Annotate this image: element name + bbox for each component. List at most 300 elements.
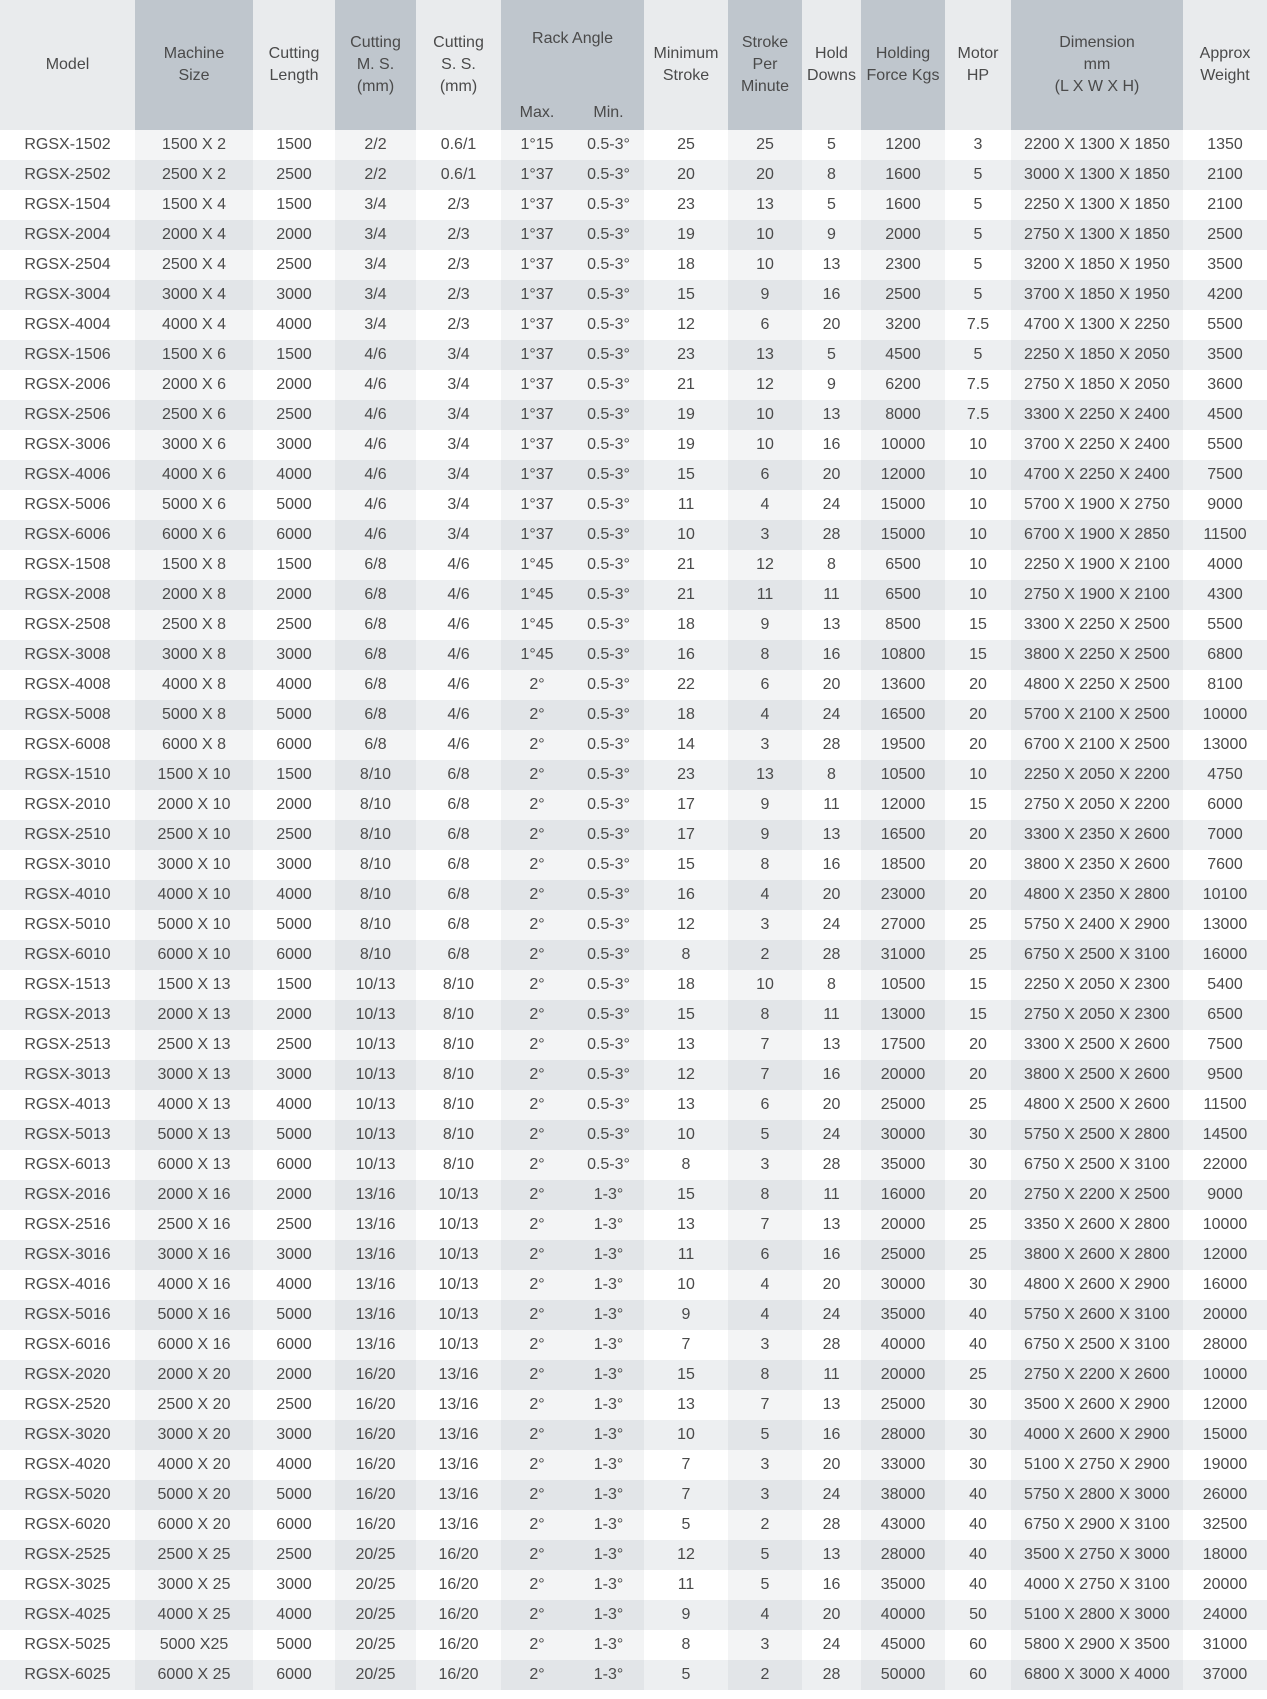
- cell-minimum-stroke: 16: [644, 640, 728, 670]
- cell-motor-hp: 15: [945, 970, 1011, 1000]
- cell-cutting-ss: 2/3: [416, 310, 501, 340]
- cell-motor-hp: 15: [945, 610, 1011, 640]
- cell-holding-force: 20000: [861, 1060, 945, 1090]
- cell-hold-downs: 13: [802, 1030, 861, 1060]
- table-row: [0, 610, 1267, 640]
- cell-cutting-ss: 4/6: [416, 580, 501, 610]
- cell-rack-max: 1°37: [501, 460, 573, 490]
- cell-stroke-per-minute: 3: [728, 520, 802, 550]
- cell-motor-hp: 5: [945, 220, 1011, 250]
- cell-machine-size: 5000 X25: [135, 1630, 253, 1660]
- cell-cutting-ms: 8/10: [335, 760, 416, 790]
- cell-machine-size: 1500 X 8: [135, 550, 253, 580]
- cell-rack-max: 2°: [501, 1150, 573, 1180]
- cell-cutting-length: 2500: [253, 250, 335, 280]
- table-row: [0, 1210, 1267, 1240]
- cell-machine-size: 4000 X 25: [135, 1600, 253, 1630]
- cell-minimum-stroke: 22: [644, 670, 728, 700]
- cell-minimum-stroke: 15: [644, 1180, 728, 1210]
- cell-rack-min: 1-3°: [573, 1450, 644, 1480]
- cell-cutting-length: 3000: [253, 1240, 335, 1270]
- cell-minimum-stroke: 12: [644, 1060, 728, 1090]
- table-row: [0, 970, 1267, 1000]
- cell-rack-min: 1-3°: [573, 1630, 644, 1660]
- cell-rack-min: 0.5-3°: [573, 520, 644, 550]
- cell-dimension: 5750 X 2400 X 2900: [1011, 910, 1183, 940]
- cell-rack-max: 2°: [501, 1030, 573, 1060]
- table-row: [0, 550, 1267, 580]
- cell-approx-weight: 2500: [1183, 220, 1267, 250]
- cell-hold-downs: 9: [802, 370, 861, 400]
- cell-cutting-ms: 4/6: [335, 400, 416, 430]
- cell-dimension: 4800 X 2350 X 2800: [1011, 880, 1183, 910]
- cell-holding-force: 25000: [861, 1390, 945, 1420]
- cell-approx-weight: 10100: [1183, 880, 1267, 910]
- cell-rack-min: 0.5-3°: [573, 490, 644, 520]
- table-row: [0, 1090, 1267, 1120]
- cell-machine-size: 6000 X 25: [135, 1660, 253, 1690]
- cell-approx-weight: 16000: [1183, 1270, 1267, 1300]
- cell-stroke-per-minute: 2: [728, 1510, 802, 1540]
- table-row: [0, 1300, 1267, 1330]
- cell-rack-max: 2°: [501, 1540, 573, 1570]
- cell-rack-max: 2°: [501, 1480, 573, 1510]
- cell-cutting-ss: 10/13: [416, 1270, 501, 1300]
- cell-hold-downs: 20: [802, 880, 861, 910]
- cell-model: RGSX-5006: [0, 490, 135, 520]
- cell-cutting-ms: 8/10: [335, 940, 416, 970]
- cell-rack-max: 1°37: [501, 280, 573, 310]
- cell-minimum-stroke: 9: [644, 1600, 728, 1630]
- cell-approx-weight: 3500: [1183, 250, 1267, 280]
- cell-hold-downs: 28: [802, 1660, 861, 1690]
- cell-minimum-stroke: 11: [644, 1240, 728, 1270]
- cell-holding-force: 3200: [861, 310, 945, 340]
- cell-motor-hp: 40: [945, 1570, 1011, 1600]
- cell-cutting-length: 5000: [253, 700, 335, 730]
- cell-hold-downs: 13: [802, 1210, 861, 1240]
- cell-machine-size: 3000 X 8: [135, 640, 253, 670]
- cell-minimum-stroke: 13: [644, 1090, 728, 1120]
- cell-stroke-per-minute: 7: [728, 1030, 802, 1060]
- cell-machine-size: 5000 X 6: [135, 490, 253, 520]
- table-row: [0, 1480, 1267, 1510]
- cell-stroke-per-minute: 7: [728, 1390, 802, 1420]
- cell-holding-force: 40000: [861, 1330, 945, 1360]
- cell-cutting-ss: 2/3: [416, 250, 501, 280]
- cell-stroke-per-minute: 4: [728, 490, 802, 520]
- cell-holding-force: 12000: [861, 460, 945, 490]
- cell-dimension: 6750 X 2500 X 3100: [1011, 1330, 1183, 1360]
- cell-rack-max: 2°: [501, 1210, 573, 1240]
- cell-cutting-length: 3000: [253, 640, 335, 670]
- cell-minimum-stroke: 7: [644, 1480, 728, 1510]
- cell-hold-downs: 24: [802, 1630, 861, 1660]
- cell-hold-downs: 16: [802, 430, 861, 460]
- cell-stroke-per-minute: 8: [728, 1000, 802, 1030]
- cell-cutting-ms: 3/4: [335, 190, 416, 220]
- cell-rack-min: 0.5-3°: [573, 940, 644, 970]
- cell-machine-size: 4000 X 13: [135, 1090, 253, 1120]
- cell-dimension: 6700 X 1900 X 2850: [1011, 520, 1183, 550]
- cell-dimension: 6750 X 2500 X 3100: [1011, 1150, 1183, 1180]
- cell-cutting-ss: 16/20: [416, 1660, 501, 1690]
- cell-approx-weight: 7000: [1183, 820, 1267, 850]
- cell-rack-min: 0.5-3°: [573, 160, 644, 190]
- cell-cutting-ss: 13/16: [416, 1390, 501, 1420]
- cell-rack-min: 0.5-3°: [573, 550, 644, 580]
- cell-machine-size: 2500 X 10: [135, 820, 253, 850]
- cell-hold-downs: 28: [802, 1150, 861, 1180]
- cell-machine-size: 1500 X 10: [135, 760, 253, 790]
- cell-holding-force: 23000: [861, 880, 945, 910]
- cell-cutting-length: 4000: [253, 670, 335, 700]
- cell-rack-max: 1°37: [501, 220, 573, 250]
- table-row: [0, 310, 1267, 340]
- cell-motor-hp: 30: [945, 1120, 1011, 1150]
- cell-minimum-stroke: 10: [644, 1120, 728, 1150]
- cell-rack-max: 2°: [501, 1390, 573, 1420]
- header-machine-size: Machine Size: [135, 0, 253, 130]
- cell-machine-size: 2500 X 8: [135, 610, 253, 640]
- cell-stroke-per-minute: 9: [728, 610, 802, 640]
- cell-cutting-ss: 8/10: [416, 1120, 501, 1150]
- cell-model: RGSX-4004: [0, 310, 135, 340]
- cell-stroke-per-minute: 20: [728, 160, 802, 190]
- cell-holding-force: 38000: [861, 1480, 945, 1510]
- cell-cutting-ms: 3/4: [335, 280, 416, 310]
- cell-model: RGSX-2020: [0, 1360, 135, 1390]
- cell-rack-max: 2°: [501, 730, 573, 760]
- cell-cutting-ss: 3/4: [416, 490, 501, 520]
- cell-motor-hp: 50: [945, 1600, 1011, 1630]
- table-row: [0, 130, 1267, 160]
- cell-hold-downs: 13: [802, 610, 861, 640]
- cell-cutting-length: 1500: [253, 340, 335, 370]
- cell-model: RGSX-1508: [0, 550, 135, 580]
- cell-machine-size: 5000 X 10: [135, 910, 253, 940]
- cell-dimension: 2750 X 2200 X 2600: [1011, 1360, 1183, 1390]
- cell-dimension: 6800 X 3000 X 4000: [1011, 1660, 1183, 1690]
- cell-hold-downs: 8: [802, 550, 861, 580]
- cell-approx-weight: 5500: [1183, 430, 1267, 460]
- cell-holding-force: 35000: [861, 1150, 945, 1180]
- cell-minimum-stroke: 15: [644, 1000, 728, 1030]
- cell-cutting-ms: 3/4: [335, 220, 416, 250]
- cell-cutting-length: 3000: [253, 280, 335, 310]
- cell-motor-hp: 20: [945, 670, 1011, 700]
- cell-model: RGSX-2006: [0, 370, 135, 400]
- cell-model: RGSX-6006: [0, 520, 135, 550]
- cell-stroke-per-minute: 12: [728, 550, 802, 580]
- cell-cutting-ss: 0.6/1: [416, 160, 501, 190]
- cell-stroke-per-minute: 8: [728, 640, 802, 670]
- cell-rack-min: 0.5-3°: [573, 910, 644, 940]
- cell-machine-size: 4000 X 10: [135, 880, 253, 910]
- cell-motor-hp: 40: [945, 1300, 1011, 1330]
- cell-cutting-length: 4000: [253, 310, 335, 340]
- cell-cutting-length: 6000: [253, 1510, 335, 1540]
- cell-model: RGSX-6010: [0, 940, 135, 970]
- table-row: [0, 1570, 1267, 1600]
- cell-holding-force: 2300: [861, 250, 945, 280]
- cell-approx-weight: 8100: [1183, 670, 1267, 700]
- cell-rack-min: 1-3°: [573, 1600, 644, 1630]
- cell-cutting-length: 3000: [253, 1420, 335, 1450]
- cell-motor-hp: 10: [945, 580, 1011, 610]
- cell-machine-size: 5000 X 16: [135, 1300, 253, 1330]
- cell-motor-hp: 25: [945, 1360, 1011, 1390]
- cell-model: RGSX-2004: [0, 220, 135, 250]
- cell-minimum-stroke: 20: [644, 160, 728, 190]
- cell-dimension: 2250 X 1300 X 1850: [1011, 190, 1183, 220]
- cell-minimum-stroke: 14: [644, 730, 728, 760]
- cell-stroke-per-minute: 3: [728, 1630, 802, 1660]
- cell-dimension: 3700 X 1850 X 1950: [1011, 280, 1183, 310]
- cell-cutting-ss: 3/4: [416, 400, 501, 430]
- cell-holding-force: 35000: [861, 1570, 945, 1600]
- table-row: [0, 880, 1267, 910]
- cell-machine-size: 6000 X 16: [135, 1330, 253, 1360]
- cell-cutting-ss: 10/13: [416, 1300, 501, 1330]
- cell-cutting-ss: 4/6: [416, 550, 501, 580]
- cell-cutting-ms: 4/6: [335, 490, 416, 520]
- cell-cutting-length: 2500: [253, 160, 335, 190]
- cell-cutting-length: 6000: [253, 730, 335, 760]
- table-row: [0, 1600, 1267, 1630]
- cell-motor-hp: 40: [945, 1330, 1011, 1360]
- cell-rack-max: 1°37: [501, 400, 573, 430]
- cell-machine-size: 2000 X 16: [135, 1180, 253, 1210]
- cell-cutting-ss: 2/3: [416, 190, 501, 220]
- cell-motor-hp: 25: [945, 1210, 1011, 1240]
- cell-approx-weight: 2100: [1183, 160, 1267, 190]
- cell-minimum-stroke: 12: [644, 1540, 728, 1570]
- cell-motor-hp: 10: [945, 760, 1011, 790]
- cell-stroke-per-minute: 25: [728, 130, 802, 160]
- cell-stroke-per-minute: 11: [728, 580, 802, 610]
- table-row: [0, 670, 1267, 700]
- cell-rack-min: 0.5-3°: [573, 310, 644, 340]
- cell-dimension: 5750 X 2600 X 3100: [1011, 1300, 1183, 1330]
- cell-rack-max: 2°: [501, 1240, 573, 1270]
- cell-cutting-length: 5000: [253, 910, 335, 940]
- cell-stroke-per-minute: 4: [728, 1270, 802, 1300]
- cell-cutting-ms: 10/13: [335, 1120, 416, 1150]
- cell-model: RGSX-3008: [0, 640, 135, 670]
- cell-minimum-stroke: 18: [644, 970, 728, 1000]
- table-row: [0, 1540, 1267, 1570]
- cell-rack-max: 1°37: [501, 310, 573, 340]
- table-row: [0, 1390, 1267, 1420]
- cell-motor-hp: 30: [945, 1420, 1011, 1450]
- cell-dimension: 3300 X 2250 X 2500: [1011, 610, 1183, 640]
- cell-cutting-ms: 3/4: [335, 310, 416, 340]
- cell-rack-min: 0.5-3°: [573, 1150, 644, 1180]
- table-row: [0, 1510, 1267, 1540]
- cell-stroke-per-minute: 6: [728, 1240, 802, 1270]
- cell-holding-force: 31000: [861, 940, 945, 970]
- cell-machine-size: 3000 X 25: [135, 1570, 253, 1600]
- table-row: [0, 1000, 1267, 1030]
- cell-motor-hp: 15: [945, 640, 1011, 670]
- cell-cutting-ss: 4/6: [416, 700, 501, 730]
- cell-cutting-ms: 13/16: [335, 1270, 416, 1300]
- cell-machine-size: 2000 X 8: [135, 580, 253, 610]
- cell-dimension: 5700 X 1900 X 2750: [1011, 490, 1183, 520]
- cell-rack-min: 1-3°: [573, 1420, 644, 1450]
- cell-stroke-per-minute: 2: [728, 1660, 802, 1690]
- cell-approx-weight: 6500: [1183, 1000, 1267, 1030]
- cell-dimension: 6700 X 2100 X 2500: [1011, 730, 1183, 760]
- cell-machine-size: 4000 X 4: [135, 310, 253, 340]
- cell-dimension: 5100 X 2750 X 2900: [1011, 1450, 1183, 1480]
- cell-model: RGSX-2508: [0, 610, 135, 640]
- cell-machine-size: 2000 X 6: [135, 370, 253, 400]
- cell-hold-downs: 13: [802, 1540, 861, 1570]
- cell-hold-downs: 16: [802, 280, 861, 310]
- cell-motor-hp: 20: [945, 1060, 1011, 1090]
- cell-approx-weight: 1350: [1183, 130, 1267, 160]
- cell-holding-force: 30000: [861, 1120, 945, 1150]
- table-row: [0, 190, 1267, 220]
- cell-machine-size: 3000 X 13: [135, 1060, 253, 1090]
- cell-cutting-ms: 20/25: [335, 1630, 416, 1660]
- cell-machine-size: 2500 X 13: [135, 1030, 253, 1060]
- cell-minimum-stroke: 15: [644, 460, 728, 490]
- cell-cutting-length: 6000: [253, 1660, 335, 1690]
- cell-cutting-length: 5000: [253, 1300, 335, 1330]
- cell-holding-force: 10500: [861, 760, 945, 790]
- cell-cutting-ms: 8/10: [335, 880, 416, 910]
- cell-approx-weight: 2100: [1183, 190, 1267, 220]
- cell-dimension: 5100 X 2800 X 3000: [1011, 1600, 1183, 1630]
- cell-machine-size: 2500 X 25: [135, 1540, 253, 1570]
- cell-machine-size: 2500 X 2: [135, 160, 253, 190]
- cell-cutting-length: 2500: [253, 1210, 335, 1240]
- cell-motor-hp: 5: [945, 280, 1011, 310]
- cell-minimum-stroke: 10: [644, 520, 728, 550]
- cell-machine-size: 4000 X 8: [135, 670, 253, 700]
- cell-stroke-per-minute: 5: [728, 1570, 802, 1600]
- cell-approx-weight: 24000: [1183, 1600, 1267, 1630]
- cell-holding-force: 45000: [861, 1630, 945, 1660]
- cell-stroke-per-minute: 10: [728, 400, 802, 430]
- cell-model: RGSX-5013: [0, 1120, 135, 1150]
- cell-cutting-ss: 0.6/1: [416, 130, 501, 160]
- cell-model: RGSX-2016: [0, 1180, 135, 1210]
- cell-dimension: 3000 X 1300 X 1850: [1011, 160, 1183, 190]
- cell-machine-size: 6000 X 6: [135, 520, 253, 550]
- cell-cutting-ms: 10/13: [335, 1030, 416, 1060]
- cell-cutting-ms: 8/10: [335, 790, 416, 820]
- cell-rack-min: 0.5-3°: [573, 1120, 644, 1150]
- cell-cutting-length: 2500: [253, 1030, 335, 1060]
- cell-minimum-stroke: 17: [644, 820, 728, 850]
- cell-rack-max: 2°: [501, 1600, 573, 1630]
- cell-minimum-stroke: 11: [644, 490, 728, 520]
- cell-minimum-stroke: 15: [644, 1360, 728, 1390]
- cell-rack-max: 2°: [501, 850, 573, 880]
- cell-model: RGSX-6025: [0, 1660, 135, 1690]
- cell-hold-downs: 16: [802, 640, 861, 670]
- cell-rack-min: 0.5-3°: [573, 790, 644, 820]
- cell-hold-downs: 20: [802, 1600, 861, 1630]
- cell-holding-force: 28000: [861, 1540, 945, 1570]
- table-body: [0, 130, 1267, 1690]
- cell-approx-weight: 4000: [1183, 550, 1267, 580]
- cell-holding-force: 25000: [861, 1090, 945, 1120]
- cell-stroke-per-minute: 2: [728, 940, 802, 970]
- cell-stroke-per-minute: 13: [728, 760, 802, 790]
- cell-machine-size: 6000 X 10: [135, 940, 253, 970]
- cell-rack-max: 1°37: [501, 190, 573, 220]
- cell-hold-downs: 13: [802, 820, 861, 850]
- cell-cutting-length: 2000: [253, 370, 335, 400]
- cell-rack-min: 1-3°: [573, 1180, 644, 1210]
- cell-stroke-per-minute: 10: [728, 970, 802, 1000]
- table-row: [0, 1450, 1267, 1480]
- cell-model: RGSX-3013: [0, 1060, 135, 1090]
- cell-minimum-stroke: 13: [644, 1390, 728, 1420]
- cell-rack-max: 2°: [501, 1180, 573, 1210]
- cell-cutting-ss: 13/16: [416, 1360, 501, 1390]
- cell-holding-force: 16500: [861, 700, 945, 730]
- table-row: [0, 460, 1267, 490]
- cell-cutting-ms: 10/13: [335, 1000, 416, 1030]
- cell-model: RGSX-5008: [0, 700, 135, 730]
- cell-holding-force: 18500: [861, 850, 945, 880]
- cell-cutting-length: 2000: [253, 1360, 335, 1390]
- cell-rack-min: 0.5-3°: [573, 760, 644, 790]
- cell-motor-hp: 20: [945, 730, 1011, 760]
- cell-model: RGSX-3004: [0, 280, 135, 310]
- cell-hold-downs: 24: [802, 1120, 861, 1150]
- cell-minimum-stroke: 13: [644, 1210, 728, 1240]
- cell-motor-hp: 7.5: [945, 370, 1011, 400]
- cell-machine-size: 3000 X 10: [135, 850, 253, 880]
- cell-minimum-stroke: 8: [644, 1150, 728, 1180]
- cell-cutting-length: 3000: [253, 1570, 335, 1600]
- cell-motor-hp: 5: [945, 160, 1011, 190]
- cell-cutting-ss: 10/13: [416, 1240, 501, 1270]
- cell-cutting-ms: 4/6: [335, 340, 416, 370]
- cell-cutting-length: 2000: [253, 1180, 335, 1210]
- cell-cutting-ss: 8/10: [416, 1090, 501, 1120]
- cell-cutting-ms: 3/4: [335, 250, 416, 280]
- cell-approx-weight: 20000: [1183, 1570, 1267, 1600]
- cell-model: RGSX-1506: [0, 340, 135, 370]
- cell-rack-min: 1-3°: [573, 1570, 644, 1600]
- cell-hold-downs: 5: [802, 340, 861, 370]
- cell-minimum-stroke: 21: [644, 580, 728, 610]
- cell-dimension: 3800 X 2350 X 2600: [1011, 850, 1183, 880]
- cell-motor-hp: 20: [945, 700, 1011, 730]
- cell-dimension: 3200 X 1850 X 1950: [1011, 250, 1183, 280]
- cell-approx-weight: 13000: [1183, 730, 1267, 760]
- cell-cutting-ss: 3/4: [416, 460, 501, 490]
- cell-rack-min: 1-3°: [573, 1360, 644, 1390]
- cell-cutting-length: 6000: [253, 940, 335, 970]
- cell-cutting-length: 2000: [253, 580, 335, 610]
- cell-motor-hp: 20: [945, 1180, 1011, 1210]
- table-row: [0, 1270, 1267, 1300]
- cell-cutting-ms: 16/20: [335, 1420, 416, 1450]
- cell-cutting-ss: 16/20: [416, 1600, 501, 1630]
- cell-hold-downs: 5: [802, 130, 861, 160]
- cell-holding-force: 10500: [861, 970, 945, 1000]
- cell-cutting-ss: 16/20: [416, 1540, 501, 1570]
